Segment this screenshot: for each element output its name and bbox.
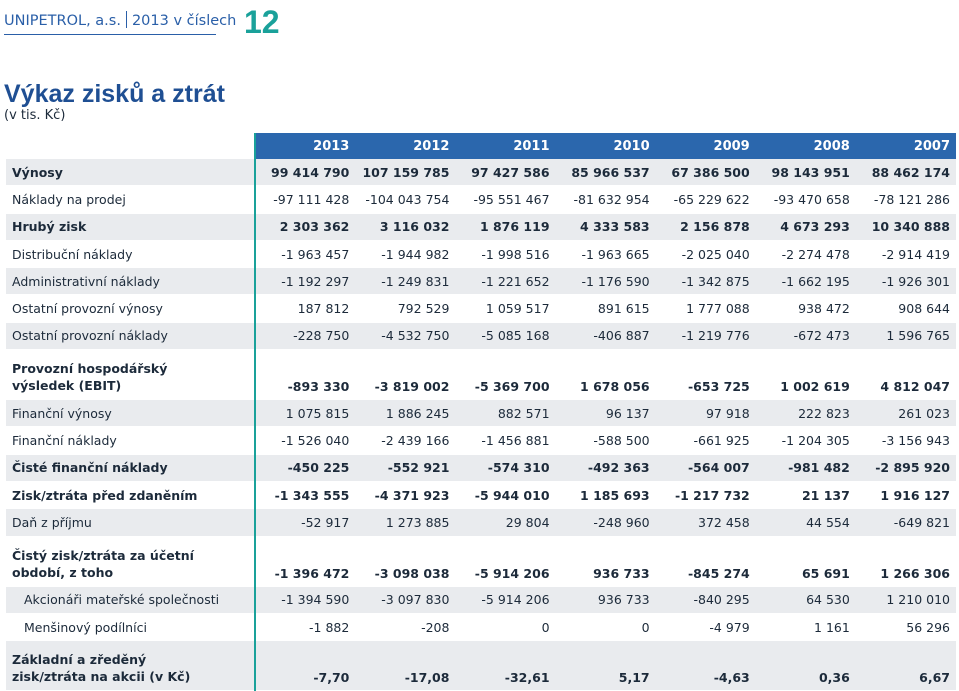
value-cell-2011: -1 998 516 xyxy=(455,240,555,267)
row-label: Akcionáři mateřské společnosti xyxy=(6,586,255,613)
value-cell-2007: 908 644 xyxy=(856,295,956,322)
value-cell-2009: 67 386 500 xyxy=(656,159,756,186)
value-cell-2010: -406 887 xyxy=(556,322,656,349)
value-cell-2011: 1 059 517 xyxy=(455,295,555,322)
value-cell-2013: -7,70 xyxy=(255,641,355,691)
value-cell-2007: 10 340 888 xyxy=(856,213,956,240)
row-label: Čisté finanční náklady xyxy=(6,454,255,481)
table-row xyxy=(6,586,956,613)
value-cell-2012: -4 532 750 xyxy=(355,322,455,349)
value-cell-2013: -52 917 xyxy=(255,509,355,536)
row-label: Daň z příjmu xyxy=(6,509,255,536)
table-row xyxy=(6,213,956,240)
table-row xyxy=(6,481,956,508)
value-cell-2007: -78 121 286 xyxy=(856,186,956,213)
year-header-2009: 2009 xyxy=(656,133,756,159)
year-header-2007: 2007 xyxy=(856,133,956,159)
value-cell-2011: -95 551 467 xyxy=(455,186,555,213)
value-cell-2009: -661 925 xyxy=(656,427,756,454)
value-cell-2007: 56 296 xyxy=(856,613,956,640)
header-separator xyxy=(126,11,127,28)
value-cell-2013: -450 225 xyxy=(255,454,355,481)
table-row xyxy=(6,322,956,349)
value-cell-2012: 3 116 032 xyxy=(355,213,455,240)
year-header-2013: 2013 xyxy=(255,133,355,159)
value-cell-2008: -2 274 478 xyxy=(756,240,856,267)
value-cell-2013: -1 963 457 xyxy=(255,240,355,267)
value-cell-2010: 936 733 xyxy=(556,586,656,613)
value-cell-2010: -248 960 xyxy=(556,509,656,536)
page-title: Výkaz zisků a ztrát xyxy=(4,80,225,108)
value-cell-2009: -1 342 875 xyxy=(656,268,756,295)
value-cell-2012: -4 371 923 xyxy=(355,481,455,508)
value-cell-2010: -588 500 xyxy=(556,427,656,454)
table-row xyxy=(6,186,956,213)
value-cell-2011: -1 456 881 xyxy=(455,427,555,454)
year-header-2008: 2008 xyxy=(756,133,856,159)
row-label xyxy=(6,536,255,586)
value-cell-2012: -2 439 166 xyxy=(355,427,455,454)
value-cell-2008: -93 470 658 xyxy=(756,186,856,213)
row-label: Ostatní provozní náklady xyxy=(6,322,255,349)
value-cell-2013: -1 343 555 xyxy=(255,481,355,508)
value-cell-2010: 1 678 056 xyxy=(556,350,656,400)
year-header-2010: 2010 xyxy=(556,133,656,159)
value-cell-2012: 1 886 245 xyxy=(355,400,455,427)
table-row xyxy=(6,509,956,536)
row-label: Menšinový podílníci xyxy=(6,613,255,640)
value-cell-2012: -208 xyxy=(355,613,455,640)
value-cell-2013: -97 111 428 xyxy=(255,186,355,213)
value-cell-2009: -845 274 xyxy=(656,536,756,586)
year-header-row xyxy=(6,133,956,159)
value-cell-2008: 0,36 xyxy=(756,641,856,691)
value-cell-2008: -981 482 xyxy=(756,454,856,481)
value-cell-2008: 65 691 xyxy=(756,536,856,586)
page-number: 12 xyxy=(244,4,280,40)
year-header-2012: 2012 xyxy=(355,133,455,159)
value-cell-2008: -1 662 195 xyxy=(756,268,856,295)
value-cell-2012: 1 273 885 xyxy=(355,509,455,536)
value-cell-2009: 2 156 878 xyxy=(656,213,756,240)
table-row xyxy=(6,159,956,186)
value-cell-2007: 4 812 047 xyxy=(856,350,956,400)
value-cell-2009: -1 219 776 xyxy=(656,322,756,349)
value-cell-2008: 21 137 xyxy=(756,481,856,508)
value-cell-2009: -840 295 xyxy=(656,586,756,613)
value-cell-2009: 1 777 088 xyxy=(656,295,756,322)
row-label xyxy=(6,350,255,400)
value-cell-2013: -1 396 472 xyxy=(255,536,355,586)
table-body xyxy=(6,159,956,691)
value-cell-2008: 4 673 293 xyxy=(756,213,856,240)
value-cell-2013: -1 882 xyxy=(255,613,355,640)
value-cell-2007: 88 462 174 xyxy=(856,159,956,186)
table-row xyxy=(6,240,956,267)
value-cell-2013: 2 303 362 xyxy=(255,213,355,240)
value-cell-2007: 6,67 xyxy=(856,641,956,691)
value-cell-2009: -4 979 xyxy=(656,613,756,640)
value-cell-2011: -1 221 652 xyxy=(455,268,555,295)
value-cell-2008: 64 530 xyxy=(756,586,856,613)
value-cell-2008: 1 002 619 xyxy=(756,350,856,400)
value-cell-2009: -564 007 xyxy=(656,454,756,481)
table-row xyxy=(6,427,956,454)
value-cell-2010: 4 333 583 xyxy=(556,213,656,240)
value-cell-2012: -1 249 831 xyxy=(355,268,455,295)
row-label-line: Čistý zisk/ztráta za účetní xyxy=(12,547,194,563)
value-cell-2009: -1 217 732 xyxy=(656,481,756,508)
value-cell-2009: 372 458 xyxy=(656,509,756,536)
value-cell-2009: -653 725 xyxy=(656,350,756,400)
value-cell-2012: -17,08 xyxy=(355,641,455,691)
value-cell-2010: 936 733 xyxy=(556,536,656,586)
value-cell-2008: -672 473 xyxy=(756,322,856,349)
header-underline xyxy=(4,34,216,35)
table-row xyxy=(6,613,956,640)
value-cell-2008: -1 204 305 xyxy=(756,427,856,454)
value-cell-2010: 1 185 693 xyxy=(556,481,656,508)
row-label: Ostatní provozní výnosy xyxy=(6,295,255,322)
value-cell-2010: 96 137 xyxy=(556,400,656,427)
value-cell-2012: 107 159 785 xyxy=(355,159,455,186)
value-cell-2007: 1 916 127 xyxy=(856,481,956,508)
table-row xyxy=(6,350,956,400)
value-cell-2009: 97 918 xyxy=(656,400,756,427)
table-row xyxy=(6,641,956,691)
value-cell-2008: 98 143 951 xyxy=(756,159,856,186)
value-cell-2007: -1 926 301 xyxy=(856,268,956,295)
company-name: UNIPETROL, a.s. xyxy=(4,13,121,29)
value-cell-2012: -552 921 xyxy=(355,454,455,481)
row-label-line: Základní a zředěný xyxy=(12,652,147,668)
value-cell-2009: -2 025 040 xyxy=(656,240,756,267)
value-cell-2012: -3 819 002 xyxy=(355,350,455,400)
value-cell-2010: -1 176 590 xyxy=(556,268,656,295)
value-cell-2013: 99 414 790 xyxy=(255,159,355,186)
unit-note: (v tis. Kč) xyxy=(4,108,66,123)
header-empty-cell xyxy=(6,133,255,159)
row-label-line: období, z toho xyxy=(12,564,114,580)
row-label xyxy=(6,641,255,691)
value-cell-2013: 187 812 xyxy=(255,295,355,322)
report-header-text xyxy=(4,11,236,29)
value-cell-2008: 1 161 xyxy=(756,613,856,640)
row-label-line: výsledek (EBIT) xyxy=(12,378,122,394)
row-label: Zisk/ztráta před zdaněním xyxy=(6,481,255,508)
value-cell-2013: -1 526 040 xyxy=(255,427,355,454)
report-subtitle: 2013 v číslech xyxy=(131,13,237,29)
value-cell-2011: 29 804 xyxy=(455,509,555,536)
value-cell-2007: -649 821 xyxy=(856,509,956,536)
value-cell-2009: -4,63 xyxy=(656,641,756,691)
value-cell-2007: -2 914 419 xyxy=(856,240,956,267)
value-cell-2013: -893 330 xyxy=(255,350,355,400)
value-cell-2011: -32,61 xyxy=(455,641,555,691)
table-row xyxy=(6,268,956,295)
value-cell-2012: -3 097 830 xyxy=(355,586,455,613)
table-row xyxy=(6,400,956,427)
table-row xyxy=(6,454,956,481)
value-cell-2013: -1 192 297 xyxy=(255,268,355,295)
row-label: Administrativní náklady xyxy=(6,268,255,295)
row-label: Výnosy xyxy=(6,159,255,186)
value-cell-2007: -3 156 943 xyxy=(856,427,956,454)
value-cell-2007: 1 266 306 xyxy=(856,536,956,586)
row-label: Finanční náklady xyxy=(6,427,255,454)
value-cell-2011: -5 369 700 xyxy=(455,350,555,400)
value-cell-2007: 1 210 010 xyxy=(856,586,956,613)
value-cell-2010: 5,17 xyxy=(556,641,656,691)
value-cell-2011: -5 085 168 xyxy=(455,322,555,349)
value-cell-2008: 222 823 xyxy=(756,400,856,427)
value-cell-2013: 1 075 815 xyxy=(255,400,355,427)
value-cell-2011: 97 427 586 xyxy=(455,159,555,186)
value-cell-2012: -104 043 754 xyxy=(355,186,455,213)
value-cell-2009: -65 229 622 xyxy=(656,186,756,213)
income-statement-table xyxy=(6,133,956,691)
row-label: Distribuční náklady xyxy=(6,240,255,267)
value-cell-2011: 1 876 119 xyxy=(455,213,555,240)
row-label-line: Provozní hospodářský xyxy=(12,361,168,377)
table-row xyxy=(6,295,956,322)
row-label: Náklady na prodej xyxy=(6,186,255,213)
table-row xyxy=(6,536,956,586)
value-cell-2007: 1 596 765 xyxy=(856,322,956,349)
value-cell-2010: -492 363 xyxy=(556,454,656,481)
value-cell-2011: -5 914 206 xyxy=(455,536,555,586)
value-cell-2010: -1 963 665 xyxy=(556,240,656,267)
value-cell-2011: -574 310 xyxy=(455,454,555,481)
row-label: Hrubý zisk xyxy=(6,213,255,240)
value-cell-2011: 882 571 xyxy=(455,400,555,427)
value-cell-2010: 0 xyxy=(556,613,656,640)
value-cell-2013: -228 750 xyxy=(255,322,355,349)
value-cell-2010: 891 615 xyxy=(556,295,656,322)
value-cell-2007: 261 023 xyxy=(856,400,956,427)
value-cell-2013: -1 394 590 xyxy=(255,586,355,613)
value-cell-2011: -5 914 206 xyxy=(455,586,555,613)
value-cell-2007: -2 895 920 xyxy=(856,454,956,481)
year-header-2011: 2011 xyxy=(455,133,555,159)
value-cell-2012: -3 098 038 xyxy=(355,536,455,586)
page-header xyxy=(4,4,282,40)
value-cell-2008: 44 554 xyxy=(756,509,856,536)
value-cell-2010: 85 966 537 xyxy=(556,159,656,186)
row-label-line: zisk/ztráta na akcii (v Kč) xyxy=(12,669,191,685)
value-cell-2012: -1 944 982 xyxy=(355,240,455,267)
value-cell-2011: -5 944 010 xyxy=(455,481,555,508)
row-label: Finanční výnosy xyxy=(6,400,255,427)
value-cell-2011: 0 xyxy=(455,613,555,640)
value-cell-2008: 938 472 xyxy=(756,295,856,322)
value-cell-2010: -81 632 954 xyxy=(556,186,656,213)
value-cell-2012: 792 529 xyxy=(355,295,455,322)
